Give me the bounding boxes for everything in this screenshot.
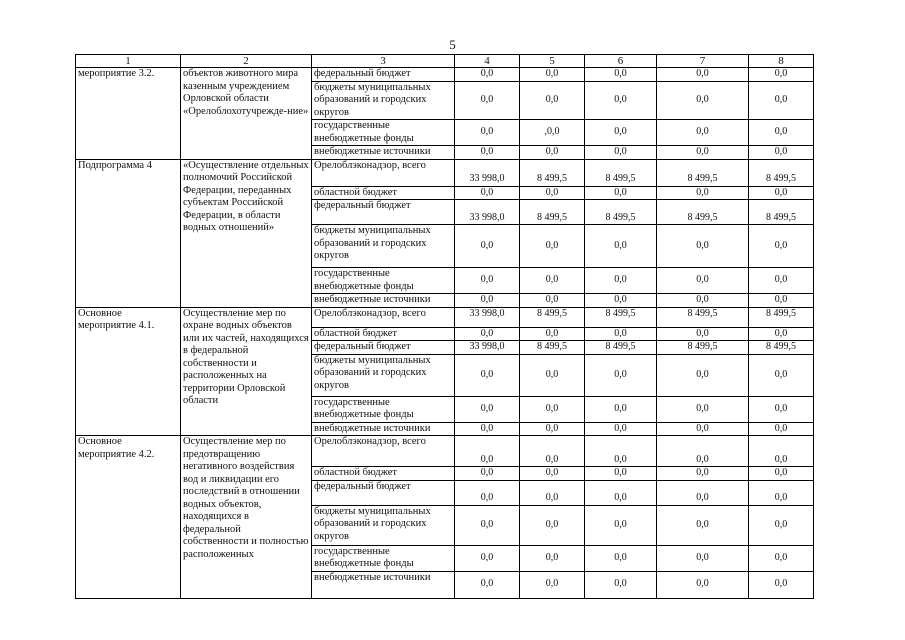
value-cell: 0,0 [520,545,585,571]
value-cell: 0,0 [455,396,520,422]
column-header: 7 [657,55,749,68]
table-body [76,68,814,599]
value-cell: 0,0 [749,422,814,436]
column-header: 8 [749,55,814,68]
value-cell: 0,0 [749,146,814,160]
funding-source-cell: государственные внебюджетные фонды [312,268,455,294]
value-cell: 0,0 [520,186,585,200]
value-cell: 0,0 [585,81,657,120]
value-cell: 0,0 [585,225,657,268]
column-header: 2 [181,55,312,68]
column-header: 6 [585,55,657,68]
value-cell: 0,0 [585,467,657,481]
value-cell: 0,0 [585,327,657,341]
funding-source-cell: Орелоблэконадзор, всего [312,436,455,467]
funding-source-cell: федеральный бюджет [312,480,455,505]
value-cell: 0,0 [657,505,749,545]
value-cell: 0,0 [749,505,814,545]
table-row [76,307,814,327]
value-cell: 8 499,5 [585,341,657,355]
value-cell: 0,0 [585,354,657,396]
value-cell: 8 499,5 [520,341,585,355]
column-header: 1 [76,55,181,68]
value-cell: 0,0 [520,480,585,505]
value-cell: 0,0 [657,436,749,467]
value-cell: 0,0 [657,327,749,341]
value-cell: 8 499,5 [520,307,585,327]
funding-source-cell: бюджеты муниципальных образований и городских округов [312,505,455,545]
value-cell: 0,0 [585,186,657,200]
value-cell: 0,0 [657,354,749,396]
funding-source-cell: государственные внебюджетные фонды [312,396,455,422]
value-cell: 0,0 [585,571,657,598]
value-cell: ,0,0 [520,120,585,146]
value-cell: 33 998,0 [455,159,520,186]
value-cell: 0,0 [455,480,520,505]
activity-name-cell: мероприятие 3.2. [76,68,181,160]
value-cell: 0,0 [585,422,657,436]
value-cell: 8 499,5 [657,159,749,186]
funding-source-cell: государственные внебюджетные фонды [312,545,455,571]
value-cell: 0,0 [520,225,585,268]
value-cell: 0,0 [657,68,749,82]
value-cell: 0,0 [657,571,749,598]
value-cell: 8 499,5 [749,200,814,225]
value-cell: 0,0 [749,436,814,467]
funding-source-cell: Орелоблэконадзор, всего [312,159,455,186]
value-cell: 0,0 [585,268,657,294]
funding-source-cell: федеральный бюджет [312,200,455,225]
value-cell: 0,0 [657,186,749,200]
value-cell: 0,0 [657,545,749,571]
value-cell: 0,0 [749,225,814,268]
value-cell: 0,0 [749,268,814,294]
value-cell: 33 998,0 [455,341,520,355]
value-cell: 8 499,5 [657,307,749,327]
activity-description-cell: объектов животного мира казенным учреждением Орловской области «Орелоблохотучрежде-ние» [181,68,312,160]
value-cell: 0,0 [657,146,749,160]
page-number: 5 [449,37,456,52]
value-cell: 0,0 [657,396,749,422]
value-cell: 8 499,5 [749,341,814,355]
value-cell: 0,0 [749,81,814,120]
table-row [76,159,814,186]
value-cell: 0,0 [749,396,814,422]
value-cell: 0,0 [520,571,585,598]
column-header: 3 [312,55,455,68]
funding-source-cell: областной бюджет [312,186,455,200]
value-cell: 0,0 [520,467,585,481]
value-cell: 0,0 [657,467,749,481]
value-cell: 0,0 [585,480,657,505]
value-cell: 0,0 [585,436,657,467]
value-cell: 0,0 [520,436,585,467]
value-cell: 0,0 [455,268,520,294]
value-cell: 0,0 [520,146,585,160]
value-cell: 0,0 [455,225,520,268]
value-cell: 0,0 [585,68,657,82]
value-cell: 0,0 [749,120,814,146]
funding-source-cell: внебюджетные источники [312,422,455,436]
funding-source-cell: внебюджетные источники [312,146,455,160]
activity-description-cell: Осуществление мер по предотвращению негативного воздействия вод и ликвидации его последствий в отношении водных объектов, находящихся в федеральной собственности и полностью расположенных [181,436,312,599]
value-cell: 0,0 [657,480,749,505]
value-cell: 0,0 [749,186,814,200]
funding-source-cell: Орелоблэконадзор, всего [312,307,455,327]
value-cell: 0,0 [749,571,814,598]
value-cell: 8 499,5 [657,200,749,225]
value-cell: 0,0 [520,505,585,545]
value-cell: 0,0 [455,81,520,120]
activity-description-cell: Осуществление мер по охране водных объектов или их частей, находящихся в федеральной собственности и расположенных на территории Орловской области [181,307,312,436]
value-cell: 0,0 [455,505,520,545]
value-cell: 0,0 [749,327,814,341]
value-cell: 0,0 [455,146,520,160]
activity-name-cell: Основное мероприятие 4.2. [76,436,181,599]
activity-description-cell: «Осуществление отдельных полномочий Российской Федерации, переданных субъектам Российской Федерации, в области водных отношений» [181,159,312,307]
value-cell: 0,0 [657,268,749,294]
value-cell: 8 499,5 [585,159,657,186]
value-cell: 0,0 [520,327,585,341]
funding-source-cell: внебюджетные источники [312,294,455,308]
value-cell: 0,0 [657,225,749,268]
value-cell: 0,0 [657,294,749,308]
value-cell: 0,0 [585,545,657,571]
value-cell: 33 998,0 [455,307,520,327]
table-row [76,436,814,467]
value-cell: 0,0 [657,422,749,436]
value-cell: 0,0 [455,327,520,341]
value-cell: 0,0 [455,186,520,200]
value-cell: 8 499,5 [749,159,814,186]
funding-source-cell: федеральный бюджет [312,68,455,82]
value-cell: 0,0 [520,354,585,396]
value-cell: 0,0 [520,268,585,294]
value-cell: 0,0 [657,81,749,120]
value-cell: 0,0 [455,120,520,146]
value-cell: 0,0 [455,422,520,436]
value-cell: 0,0 [749,467,814,481]
value-cell: 0,0 [520,68,585,82]
value-cell: 0,0 [455,467,520,481]
value-cell: 0,0 [585,294,657,308]
funding-source-cell: государственные внебюджетные фонды [312,120,455,146]
funding-source-cell: федеральный бюджет [312,341,455,355]
funding-source-cell: бюджеты муниципальных образований и городских округов [312,81,455,120]
value-cell: 0,0 [455,294,520,308]
value-cell: 8 499,5 [520,159,585,186]
value-cell: 8 499,5 [520,200,585,225]
funding-source-cell: областной бюджет [312,467,455,481]
value-cell: 0,0 [455,545,520,571]
funding-source-cell: внебюджетные источники [312,571,455,598]
value-cell: 0,0 [749,354,814,396]
value-cell: 0,0 [520,81,585,120]
value-cell: 0,0 [455,354,520,396]
column-header: 4 [455,55,520,68]
value-cell: 0,0 [585,120,657,146]
value-cell: 0,0 [520,422,585,436]
table-row [76,68,814,82]
value-cell: 8 499,5 [657,341,749,355]
funding-source-cell: бюджеты муниципальных образований и городских округов [312,354,455,396]
value-cell: 0,0 [585,146,657,160]
value-cell: 0,0 [749,68,814,82]
value-cell: 0,0 [749,545,814,571]
value-cell: 0,0 [585,505,657,545]
value-cell: 8 499,5 [585,307,657,327]
activity-name-cell: Основное мероприятие 4.1. [76,307,181,436]
value-cell: 0,0 [749,294,814,308]
value-cell: 8 499,5 [749,307,814,327]
value-cell: 0,0 [455,68,520,82]
funding-source-cell: бюджеты муниципальных образований и городских округов [312,225,455,268]
value-cell: 0,0 [520,294,585,308]
activity-name-cell: Подпрограмма 4 [76,159,181,307]
value-cell: 0,0 [520,396,585,422]
value-cell: 0,0 [657,120,749,146]
value-cell: 0,0 [455,571,520,598]
budget-table [75,54,814,599]
funding-source-cell: областной бюджет [312,327,455,341]
value-cell: 0,0 [749,480,814,505]
value-cell: 0,0 [455,436,520,467]
header-row [76,55,814,68]
column-header: 5 [520,55,585,68]
value-cell: 8 499,5 [585,200,657,225]
value-cell: 33 998,0 [455,200,520,225]
value-cell: 0,0 [585,396,657,422]
